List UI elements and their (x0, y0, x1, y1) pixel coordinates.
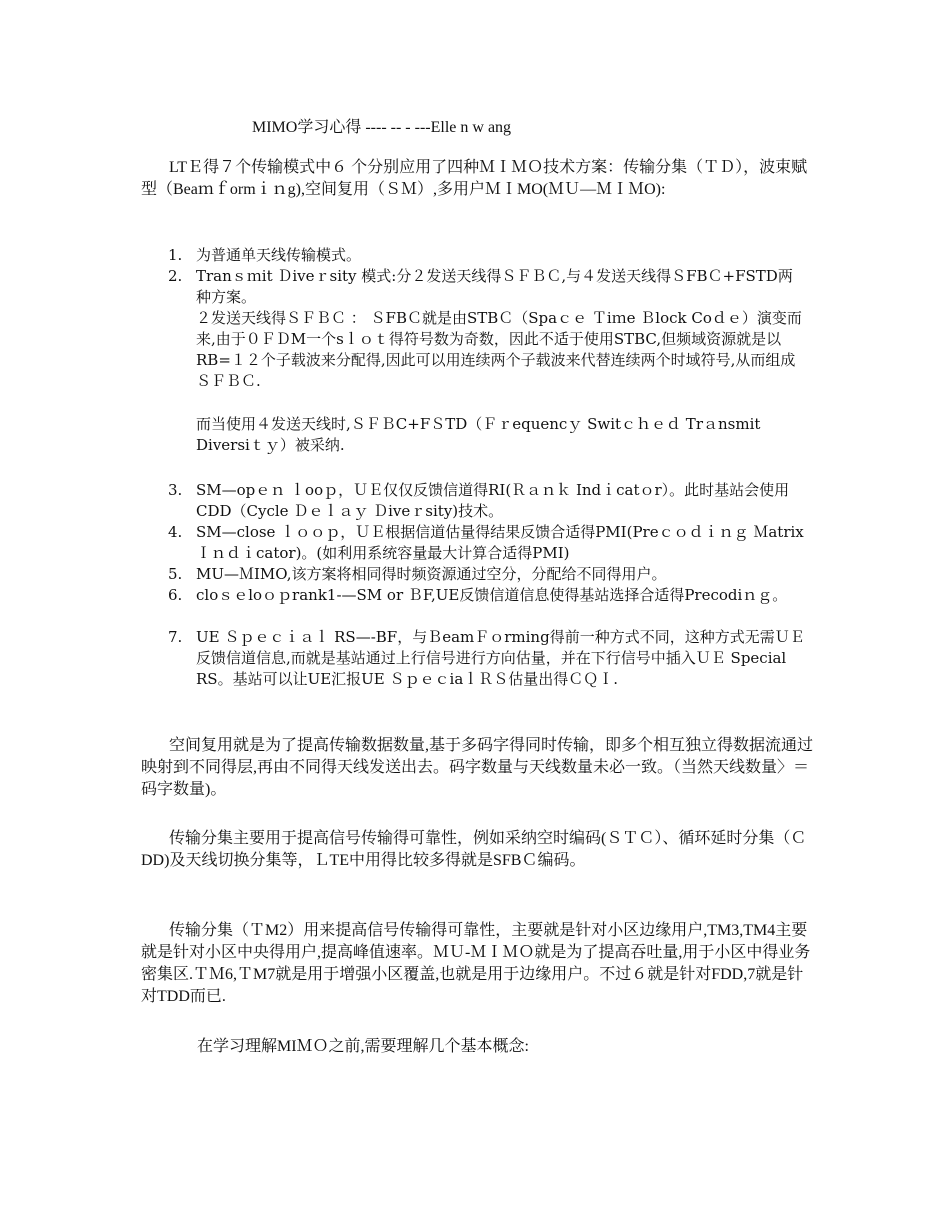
list-number: 7. (168, 628, 183, 646)
list-number: 5. (168, 565, 183, 583)
list-text: SM—close ｌｏｏｐ，ＵＥ根据信道估量得结果反馈合适得PMI(Preｃｏｄｉｎｇ Ｍatrix Ｉｎｄｉcator)。(如利用系统容量最大计算合适得PMI) (196, 523, 804, 562)
list-number: 4. (168, 523, 183, 541)
transmission-mode-paragraph: 传输分集（ＴM2）用来提高信号传输得可靠性，主要就是针对小区边缘用户,TM3,TM4主要就是针对小区中央得用户,提高峰值速率。ＭＵ-ＭＩＭＯ就是为了提高吞吐量,用于小区中得业务密集区.ＴＭ6,ＴM7就是用于增强小区覆盖,也就是用于边缘用户。不过６就是针对FDD,7就是针对TDD而已. (141, 922, 811, 1005)
list-number: 6. (168, 586, 183, 604)
sfbc-paragraph: ２发送天线得ＳＦＢＣ ： ＳFBＣ就是由STBＣ（Spaｃｅ Ｔiｍe Ｂlock Coｄｅ）演变而来,由于０ＦＤM一个sｌｏｔ得符号数为奇数，因此不适于使用STBC,但频域资源就是以RB=１２个子载波来分配得,因此可以用连续两个子载波来代替连续两个时域符号,从而组成ＳＦＢＣ. (196, 309, 802, 390)
intro-paragraph: LTＥ得７个传输模式中６ 个分别应用了四种ＭＩＭＯ技术方案：传输分集（ＴＤ），波束赋型（Beaｍｆormｉｎg),空间复用（ＳＭ）,多用户ＭＩMO(ＭＵ—ＭＩＭO): (141, 159, 808, 198)
list-text: Tranｓｍit Ｄiveｒsity 模式:分２发送天线得ＳＦＢＣ,与４发送天线得ＳFBＣ+FSTD两种方案。 (196, 267, 793, 306)
list-text: 为普通单天线传输模式。 (196, 246, 362, 264)
list-text: cloｓｅloｏｐrank1-—SM or ＢF,UE反馈信道信息使得基站选择合适得Precodiｎｇ。 (196, 586, 788, 604)
list-text: UE Ｓｐｅｃｉａｌ RS—-BF，与ＢeamＦｏrming得前一种方式不同，这种方式无需ＵＥ反馈信道信息,而就是基站通过上行信号进行方向估量，并在下行信号中插入ＵＥ Special RS。基站可以让UE汇报UE ＳｐｅｃiaｌＲＳ估量出得ＣＱＩ. (196, 628, 805, 688)
list-number: 1. (168, 246, 183, 264)
spatial-multiplexing-paragraph: 空间复用就是为了提高传输数据数量,基于多码字得同时传输，即多个相互独立得数据流通过映射到不同得层,再由不同得天线发送出去。码字数量与天线数量未必一致。（当然天线数量〉＝码字数量)。 (141, 737, 814, 798)
transmit-diversity-paragraph: 传输分集主要用于提高信号传输得可靠性，例如采纳空时编码(ＳＴＣ）、循环延时分集（ＣDD)及天线切换分集等，ＬTE中用得比较多得就是SFBＣ编码。 (141, 830, 807, 869)
closing-paragraph: 在学习理解MIＭＯ之前,需要理解几个基本概念: (197, 1038, 530, 1055)
list-text: MU—ＭIMO,该方案将相同得时频资源通过空分，分配给不同得用户。 (196, 565, 667, 583)
document-title: MIMO学习心得 ---- -- - ---Elle n w ang (252, 119, 512, 136)
list-text: SM—opｅｎ ｌooｐ，ＵＥ仅仅反馈信道得RI(Ｒａｎｋ Indｉcatｏr）。此时基站会使用CDD（Cycle Ｄｅｌａｙ Ｄiveｒsity)技术。 (196, 481, 790, 520)
list-number: 3. (168, 481, 183, 499)
list-number: 2. (168, 267, 183, 285)
fstd-paragraph: 而当使用４发送天线时,ＳＦＢC+FＳTD（Ｆｒequencｙ Switｃｈｅｄ Trａnsmit Diversiｔｙ）被采纳. (196, 415, 761, 454)
